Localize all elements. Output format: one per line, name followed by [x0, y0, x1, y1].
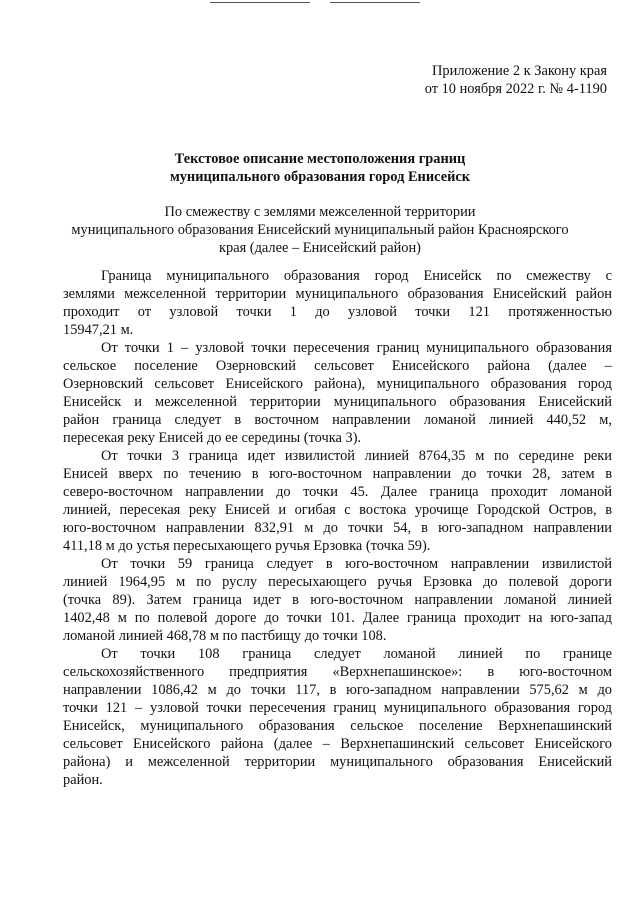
text-line: Енисей вверх по течению в юго-восточном направлении до точки 28, затем в [63, 466, 612, 482]
text-line: линией, пересекая реку Енисей и огибая с востока урочище Городской Остров, в [63, 502, 612, 518]
appendix-line: Приложение 2 к Закону края [432, 63, 607, 79]
text-line: направлении 1086,42 м до точки 117, в юго-западном направлении 575,62 м до [63, 682, 612, 698]
section-subtitle [40, 203, 600, 257]
text-line: Енисейск и межселенной территории муниципального образования Енисейский [63, 394, 612, 410]
top-rule-left [210, 2, 310, 3]
document-title [60, 150, 580, 186]
text-line: От точки 3 граница идет извилистой линией 8764,35 м по середине реки [101, 448, 612, 464]
text-line: района) и межселенной территории муниципального образования Енисейский [63, 754, 612, 770]
text-line: Енисейск, муниципального образования сельское поселение Верхнепашинский [63, 718, 612, 734]
text-line: От точки 59 граница следует в юго-восточном направлении извилистой [101, 556, 612, 572]
text-line: 1402,48 м по полевой дороге до точки 101. Далее граница проходит на юго-запад [63, 610, 612, 626]
text-line: проходит от узловой точки 1 до узловой точки 121 протяженностью [63, 304, 612, 320]
text-line: юго-восточном направлении 832,91 м до точки 54, в юго-западном направлении [63, 520, 612, 536]
text-line: сельскохозяйственного предприятия «Верхнепашинское»: в юго-восточном [63, 664, 612, 680]
document-body [63, 267, 612, 789]
text-line: линией 1964,95 м по руслу пересыхающего ручья Ерзовка до полевой дороги [63, 574, 612, 590]
text-line: От точки 108 граница следует ломаной линией по границе [101, 646, 612, 662]
subtitle-line: края (далее – Енисейский район) [219, 240, 421, 256]
text-line: землями межселенной территории муниципального образования Енисейский район [63, 286, 612, 302]
text-line: точки 121 – узловой точки пересечения границ муниципального образования город [63, 700, 612, 716]
text-line: (точка 89). Затем граница идет в юго-восточном направлении ломаной линией [63, 592, 612, 608]
subtitle-line: муниципального образования Енисейский муниципальный район Красноярского [71, 222, 569, 238]
text-line: сельсовет Енисейского района (далее – Верхнепашинский сельсовет Енисейского [63, 736, 612, 752]
title-line: Текстовое описание местоположения границ [174, 151, 466, 167]
text-line: северо-восточном направлении до точки 45. Далее граница проходит ломаной [63, 484, 612, 500]
text-line: Граница муниципального образования город Енисейск по смежеству с [101, 268, 612, 284]
text-line: пересекая реку Енисей до ее середины (точка 3). [63, 430, 362, 446]
subtitle-line: По смежеству с землями межселенной территории [164, 204, 476, 220]
text-line: сельское поселение Озерновский сельсовет Енисейского района (далее – [63, 358, 612, 374]
paragraph [63, 447, 612, 555]
appendix-line: от 10 ноября 2022 г. № 4-1190 [424, 81, 607, 97]
paragraph [63, 645, 612, 789]
top-rule-right [330, 2, 420, 3]
text-line: 15947,21 м. [63, 322, 134, 338]
paragraph [63, 267, 612, 339]
text-line: ломаной линией 468,78 м по пастбищу до точки 108. [63, 628, 387, 644]
text-line: район граница следует в восточном направлении ломаной линией 440,52 м, [63, 412, 612, 428]
text-line: район. [63, 772, 103, 788]
paragraph [63, 339, 612, 447]
text-line: От точки 1 – узловой точки пересечения границ муниципального образования [101, 340, 612, 356]
text-line: Озерновский сельсовет Енисейского района), муниципального образования город [63, 376, 612, 392]
appendix-header [287, 62, 607, 98]
text-line: 411,18 м до устья пересыхающего ручья Ерзовка (точка 59). [63, 538, 431, 554]
title-line: муниципального образования город Енисейск [169, 169, 471, 185]
paragraph [63, 555, 612, 645]
